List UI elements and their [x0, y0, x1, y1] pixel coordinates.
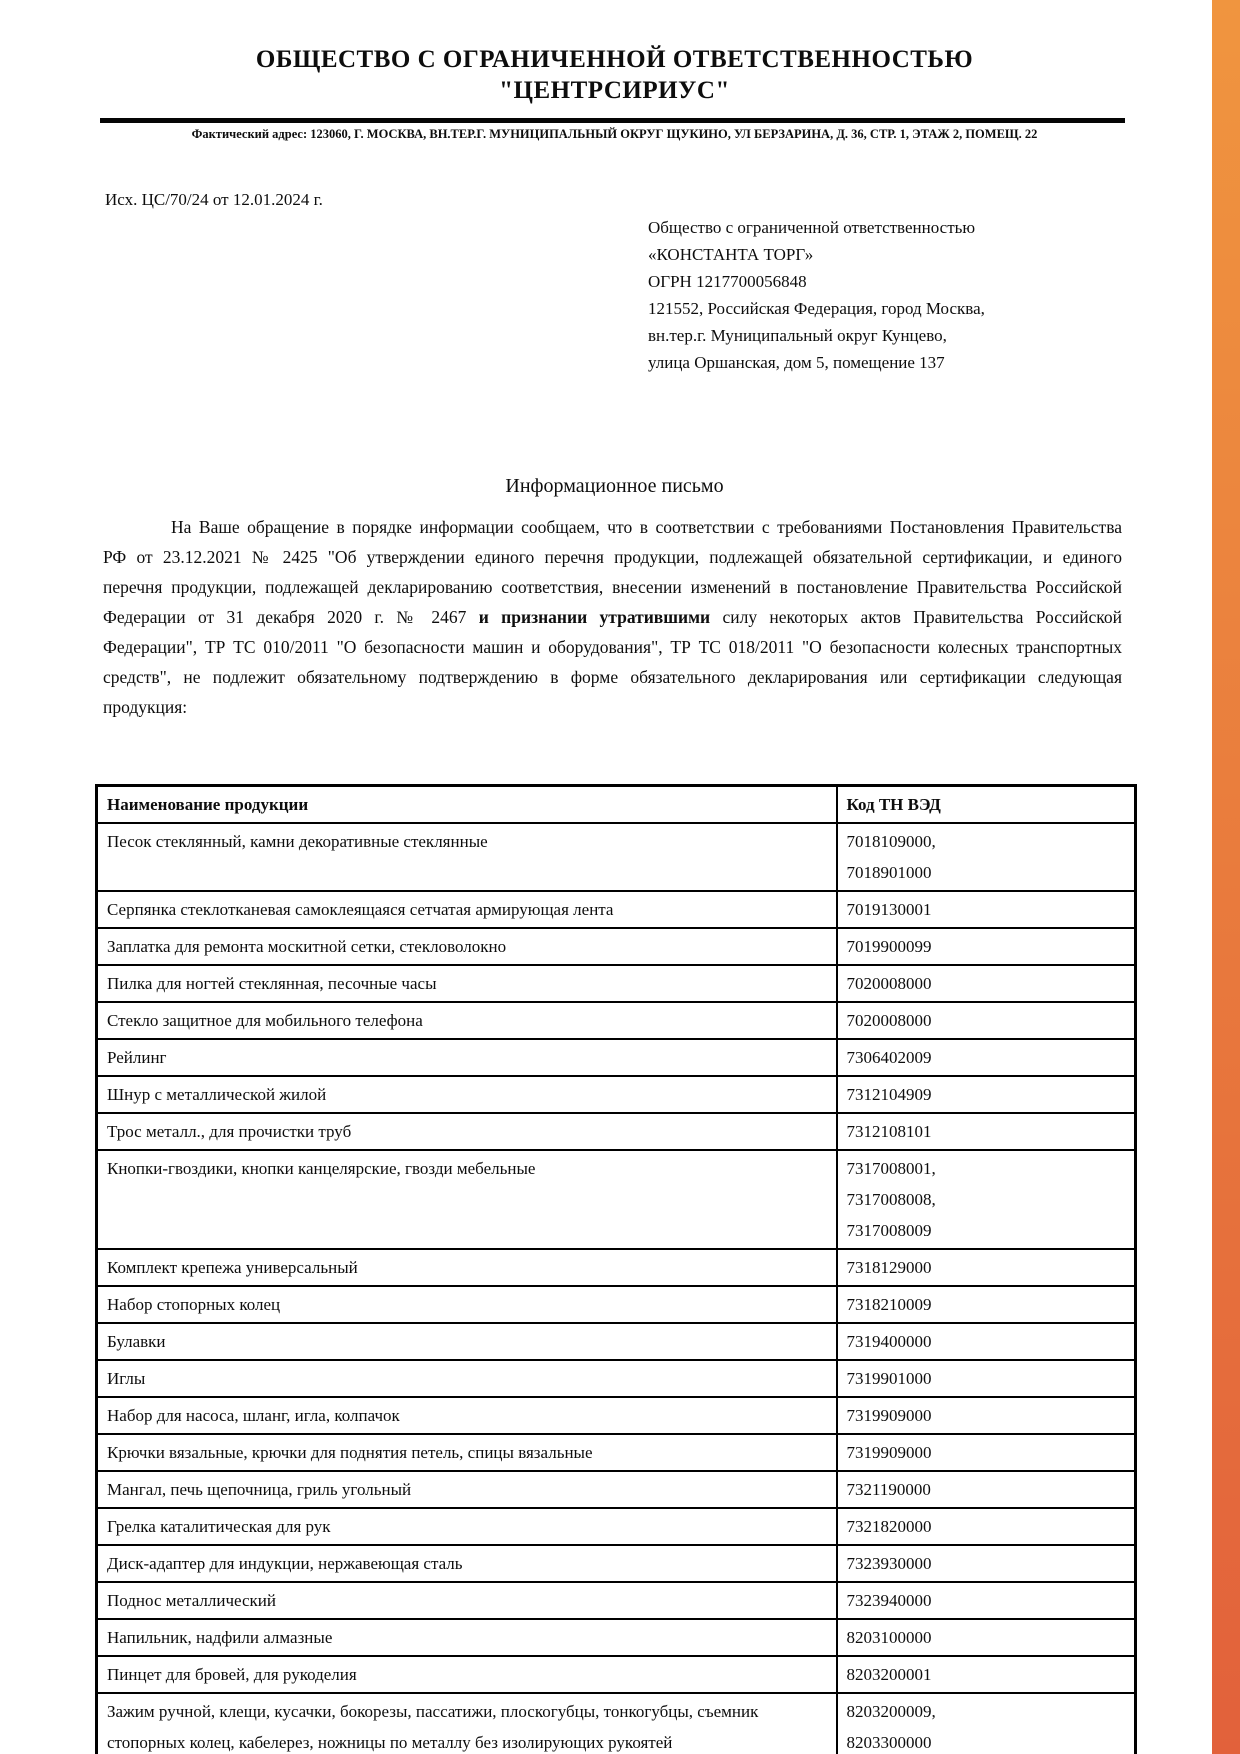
- product-name-cell: Стекло защитное для мобильного телефона: [97, 1002, 837, 1039]
- product-name-cell: Грелка каталитическая для рук: [97, 1508, 837, 1545]
- tnved-code-line: 8203300000: [846, 1733, 932, 1752]
- company-name-line1: ОБЩЕСТВО С ОГРАНИЧЕННОЙ ОТВЕТСТВЕННОСТЬЮ: [255, 46, 974, 73]
- product-code-cell: [837, 928, 1136, 965]
- page-accent-bar: [1212, 0, 1240, 1754]
- tnved-code-line: 7018109000,: [846, 832, 936, 851]
- tnved-code-line: 7319901000: [846, 1369, 932, 1388]
- table-header-row: [97, 786, 1136, 824]
- company-name-line2: "ЦЕНТРСИРИУС": [499, 77, 730, 104]
- table-row: [97, 1249, 1136, 1286]
- tnved-code-line: 7321820000: [846, 1517, 932, 1536]
- letter-title: Информационное письмо: [505, 475, 724, 497]
- tnved-code-line: 7020008000: [846, 1011, 932, 1030]
- table-row: [97, 1656, 1136, 1693]
- tnved-code-line: 7312108101: [846, 1122, 932, 1141]
- product-code-cell: [837, 1360, 1136, 1397]
- product-code-cell: [837, 1693, 1136, 1754]
- product-code-cell: [837, 1076, 1136, 1113]
- product-name-cell: Иглы: [97, 1360, 837, 1397]
- body-text-bold-segment: и признании утратившими: [478, 607, 711, 627]
- product-code-cell: [837, 1150, 1136, 1249]
- product-name-cell: Мангал, печь щепочница, гриль угольный: [97, 1471, 837, 1508]
- tnved-code-line: 7319909000: [846, 1406, 932, 1425]
- product-code-cell: [837, 1002, 1136, 1039]
- product-code-cell: [837, 1656, 1136, 1693]
- product-name-cell: Диск-адаптер для индукции, нержавеющая сталь: [97, 1545, 837, 1582]
- product-name-cell: Серпянка стеклотканевая самоклеящаяся сетчатая армирующая лента: [97, 891, 837, 928]
- tnved-code-line: 8203100000: [846, 1628, 932, 1647]
- table-body: [97, 823, 1136, 1754]
- tnved-code-line: 7312104909: [846, 1085, 932, 1104]
- product-code-cell: [837, 1113, 1136, 1150]
- column-header-product-name: Наименование продукции: [97, 786, 837, 824]
- product-name-cell: Набор для насоса, шланг, игла, колпачок: [97, 1397, 837, 1434]
- letterhead-divider: [100, 118, 1125, 123]
- tnved-code-line: 7019130001: [846, 900, 932, 919]
- table-row: [97, 1582, 1136, 1619]
- table-row: [97, 1397, 1136, 1434]
- recipient-block: [648, 214, 985, 376]
- table-row: [97, 1323, 1136, 1360]
- table-row: [97, 965, 1136, 1002]
- recipient-line: 121552, Российская Федерация, город Москва,: [648, 299, 985, 318]
- table-row: [97, 1619, 1136, 1656]
- table-row: [97, 1076, 1136, 1113]
- product-name-cell: Пилка для ногтей стеклянная, песочные часы: [97, 965, 837, 1002]
- tnved-code-line: 7020008000: [846, 974, 932, 993]
- product-code-cell: [837, 1545, 1136, 1582]
- tnved-code-line: 7321190000: [846, 1480, 931, 1499]
- product-name-cell: Набор стопорных колец: [97, 1286, 837, 1323]
- reference-and-recipient: [95, 190, 1134, 404]
- product-code-cell: [837, 1323, 1136, 1360]
- column-header-tnved-code: Код ТН ВЭД: [837, 786, 1136, 824]
- tnved-code-line: 7317008008,: [846, 1190, 936, 1209]
- table-row: [97, 823, 1136, 891]
- product-name-cell: Заплатка для ремонта москитной сетки, стекловолокно: [97, 928, 837, 965]
- product-name-cell: Рейлинг: [97, 1039, 837, 1076]
- product-code-cell: [837, 823, 1136, 891]
- letter-body: [103, 512, 1122, 722]
- product-name-cell: Песок стеклянный, камни декоративные стеклянные: [97, 823, 837, 891]
- product-code-cell: [837, 1249, 1136, 1286]
- table-row: [97, 1286, 1136, 1323]
- table-row: [97, 891, 1136, 928]
- table-row: [97, 1693, 1136, 1754]
- table-row: [97, 1545, 1136, 1582]
- product-name-cell: Трос металл., для прочистки труб: [97, 1113, 837, 1150]
- product-code-cell: [837, 1286, 1136, 1323]
- table-row: [97, 1471, 1136, 1508]
- product-code-cell: [837, 891, 1136, 928]
- product-code-cell: [837, 1508, 1136, 1545]
- recipient-line: вн.тер.г. Муниципальный округ Кунцево,: [648, 326, 947, 345]
- product-code-cell: [837, 1619, 1136, 1656]
- table-row: [97, 1113, 1136, 1150]
- product-code-cell: [837, 1397, 1136, 1434]
- product-name-cell: Зажим ручной, клещи, кусачки, бокорезы, пассатижи, плоскогубцы, тонкогубцы, съемник стопорных колец, кабелерез, ножницы по металлу без изолирующих рукоятей: [97, 1693, 837, 1754]
- tnved-code-line: 7318129000: [846, 1258, 932, 1277]
- tnved-code-line: 7323930000: [846, 1554, 932, 1573]
- tnved-code-line: 8203200009,: [846, 1702, 936, 1721]
- tnved-code-line: 7323940000: [846, 1591, 932, 1610]
- recipient-line: Общество с ограниченной ответственностью: [648, 218, 976, 237]
- company-name: [95, 44, 1134, 106]
- product-name-cell: Комплект крепежа универсальный: [97, 1249, 837, 1286]
- recipient-line: «КОНСТАНТА ТОРГ»: [648, 245, 814, 264]
- table-row: [97, 1039, 1136, 1076]
- tnved-code-line: 7319400000: [846, 1332, 932, 1351]
- products-table: [95, 784, 1137, 1754]
- product-name-cell: Шнур с металлической жилой: [97, 1076, 837, 1113]
- tnved-code-line: 7306402009: [846, 1048, 932, 1067]
- tnved-code-line: 7319909000: [846, 1443, 932, 1462]
- recipient-line: ОГРН 1217700056848: [648, 272, 807, 291]
- tnved-code-line: 7317008001,: [846, 1159, 936, 1178]
- outgoing-reference: Исх. ЦС/70/24 от 12.01.2024 г.: [105, 190, 323, 209]
- product-code-cell: [837, 965, 1136, 1002]
- company-address: Фактический адрес: 123060, Г. МОСКВА, ВН.ТЕР.Г. МУНИЦИПАЛЬНЫЙ ОКРУГ ЩУКИНО, УЛ БЕРЗАРИНА, Д. 36, СТР. 1, ЭТАЖ 2, ПОМЕЩ. 22: [191, 127, 1038, 141]
- body-text-segment: На Ваше обращение в порядке информации сообщаем, что в соответствии с требованиями Постановления Правительства РФ от 23.12.2021 № 2425 "Об утверждении единого перечня продукции, подлежащей обязательной сертификации, и единого перечня продукции, подлежащей декларированию соответствия, внесении изменений в постановление Правительства Российской Федерации от 31 декабря 2020 г. № 2467: [103, 517, 1122, 627]
- product-code-cell: [837, 1582, 1136, 1619]
- tnved-code-line: 7317008009: [846, 1221, 932, 1240]
- letterhead: [95, 44, 1134, 142]
- table-row: [97, 1002, 1136, 1039]
- table-row: [97, 1508, 1136, 1545]
- tnved-code-line: 7318210009: [846, 1295, 932, 1314]
- product-name-cell: Поднос металлический: [97, 1582, 837, 1619]
- tnved-code-line: 7018901000: [846, 863, 932, 882]
- recipient-line: улица Оршанская, дом 5, помещение 137: [648, 353, 945, 372]
- table-row: [97, 1360, 1136, 1397]
- tnved-code-line: 7019900099: [846, 937, 932, 956]
- product-name-cell: Напильник, надфили алмазные: [97, 1619, 837, 1656]
- table-row: [97, 1434, 1136, 1471]
- product-code-cell: [837, 1471, 1136, 1508]
- letter-content: [95, 44, 1134, 1754]
- product-name-cell: Пинцет для бровей, для рукоделия: [97, 1656, 837, 1693]
- body-text-segment: силу некоторых актов Правительства Российской Федерации", ТР ТС 010/2011 "О безопасности машин и оборудования", ТР ТС 018/2011 "О безопасности колесных транспортных средств", не подлежит обязательному подтверждению в форме обязательного декларирования или сертификации следующая продукция:: [103, 607, 1122, 717]
- table-row: [97, 1150, 1136, 1249]
- product-name-cell: Булавки: [97, 1323, 837, 1360]
- product-code-cell: [837, 1039, 1136, 1076]
- tnved-code-line: 8203200001: [846, 1665, 932, 1684]
- product-name-cell: Кнопки-гвоздики, кнопки канцелярские, гвозди мебельные: [97, 1150, 837, 1249]
- product-name-cell: Крючки вязальные, крючки для поднятия петель, спицы вязальные: [97, 1434, 837, 1471]
- table-row: [97, 928, 1136, 965]
- product-code-cell: [837, 1434, 1136, 1471]
